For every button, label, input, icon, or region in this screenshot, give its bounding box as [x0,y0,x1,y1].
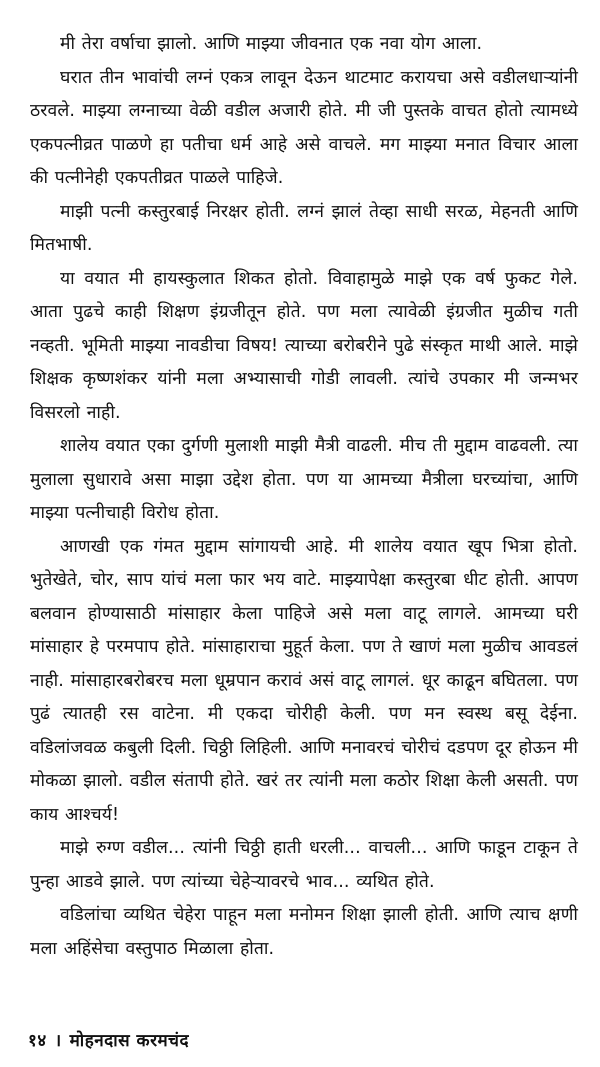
paragraph-high-school: या वयात मी हायस्कुलात शिकत होतो. विवाहामुळे माझे एक वर्ष फुकट गेले. आता पुढचे काही शिक्षण इंग्रजीतून होते. पण मला त्यावेळी इंग्रजीत मुळीच गती नव्हती. भूमिती माझ्या नावडीचा विषय! त्याच्या बरोबरीने पुढे संस्कृत माथी आले. माझे शिक्षक कृष्णशंकर यांनी मला अभ्यासाची गोडी लावली. त्यांचे उपकार मी जन्मभर विसरलो नाही. [30,268,578,423]
paragraph-friendship: शालेय वयात एका दुर्गणी मुलाशी माझी मैत्री वाढली. मीच ती मुद्दाम वाढवली. त्या मुलाला सुधारावे असा माझा उद्देश होता. पण या आमच्या मैत्रीला घरच्यांचा, आणि माझ्या पत्नीचाही विरोध होता. [30,436,578,523]
paragraph-age-thirteen: मी तेरा वर्षाचा झालो. आणि माझ्या जीवनात एक नवा योग आला. [60,34,483,54]
footer-separator: । [54,1031,62,1051]
paragraph-kasturbai: माझी पत्नी कस्तुरबाई निरक्षर होती. लग्नं झालं तेव्हा साधी सरळ, मेहनती आणि मितभाषी. [30,201,578,255]
paragraph-marriage: घरात तीन भावांची लग्नं एकत्र लावून देऊन थाटमाट करायचा असे वडीलधाऱ्यांनी ठरवले. माझ्या लग्नाच्या वेळी वडील अजारी होते. मी जी पुस्तके वाचत होतो त्यामध्ये एकपत्नीव्रत पाळणे हा पतीचा धर्म आहे असे वाचले. मग माझ्या मनात विचार आला की पत्नीनेही एकपतीव्रत पाळले पाहिजे. [30,67,578,188]
running-title: मोहनदास करमचंद [69,1031,190,1051]
paragraph-father-reaction: माझे रुग्ण वडील... त्यांनी चिठ्ठी हाती धरली... वाचली... आणि फाडून टाकून ते पुन्हा आडवे झाले. पण त्यांच्या चेहेऱ्यावरचे भाव... व्यथित होते. [30,838,578,892]
page-footer [28,1028,189,1051]
page-number: १४ [28,1031,47,1051]
page-body [30,28,578,966]
paragraph-confession: आणखी एक गंमत मुद्दाम सांगायची आहे. मी शालेय वयात खूप भित्रा होतो. भुतेखेते, चोर, साप यांचं मला फार भय वाटे. माझ्यापेक्षा कस्तुरबा धीट होती. आपण बलवान होण्यासाठी मांसाहार केला पाहिजे असे मला वाटू लागले. आमच्या घरी मांसाहार हे परमपाप होते. मांसाहाराचा मुहूर्त केला. पण ते खाणं मला मुळीच आवडलं नाही. मांसाहारबरोबरच मला धूम्रपान करावं असं वाटू लागलं. धूर काढून बघितला. पण पुढं त्यातही रस वाटेना. मी एकदा चोरीही केली. पण मन स्वस्थ बसू देईना. वडिलांजवळ कबुली दिली. चिठ्ठी लिहिली. आणि मनावरचं चोरीचं दडपण दूर होऊन मी मोकळा झालो. वडील संतापी होते. खरं तर त्यांनी मला कठोर शिक्षा केली असती. पण काय आश्चर्य! [30,536,578,825]
paragraph-ahimsa-lesson: वडिलांचा व्यथित चेहेरा पाहून मला मनोमन शिक्षा झाली होती. आणि त्याच क्षणी मला अहिंसेचा वस्तुपाठ मिळाला होता. [30,905,578,959]
